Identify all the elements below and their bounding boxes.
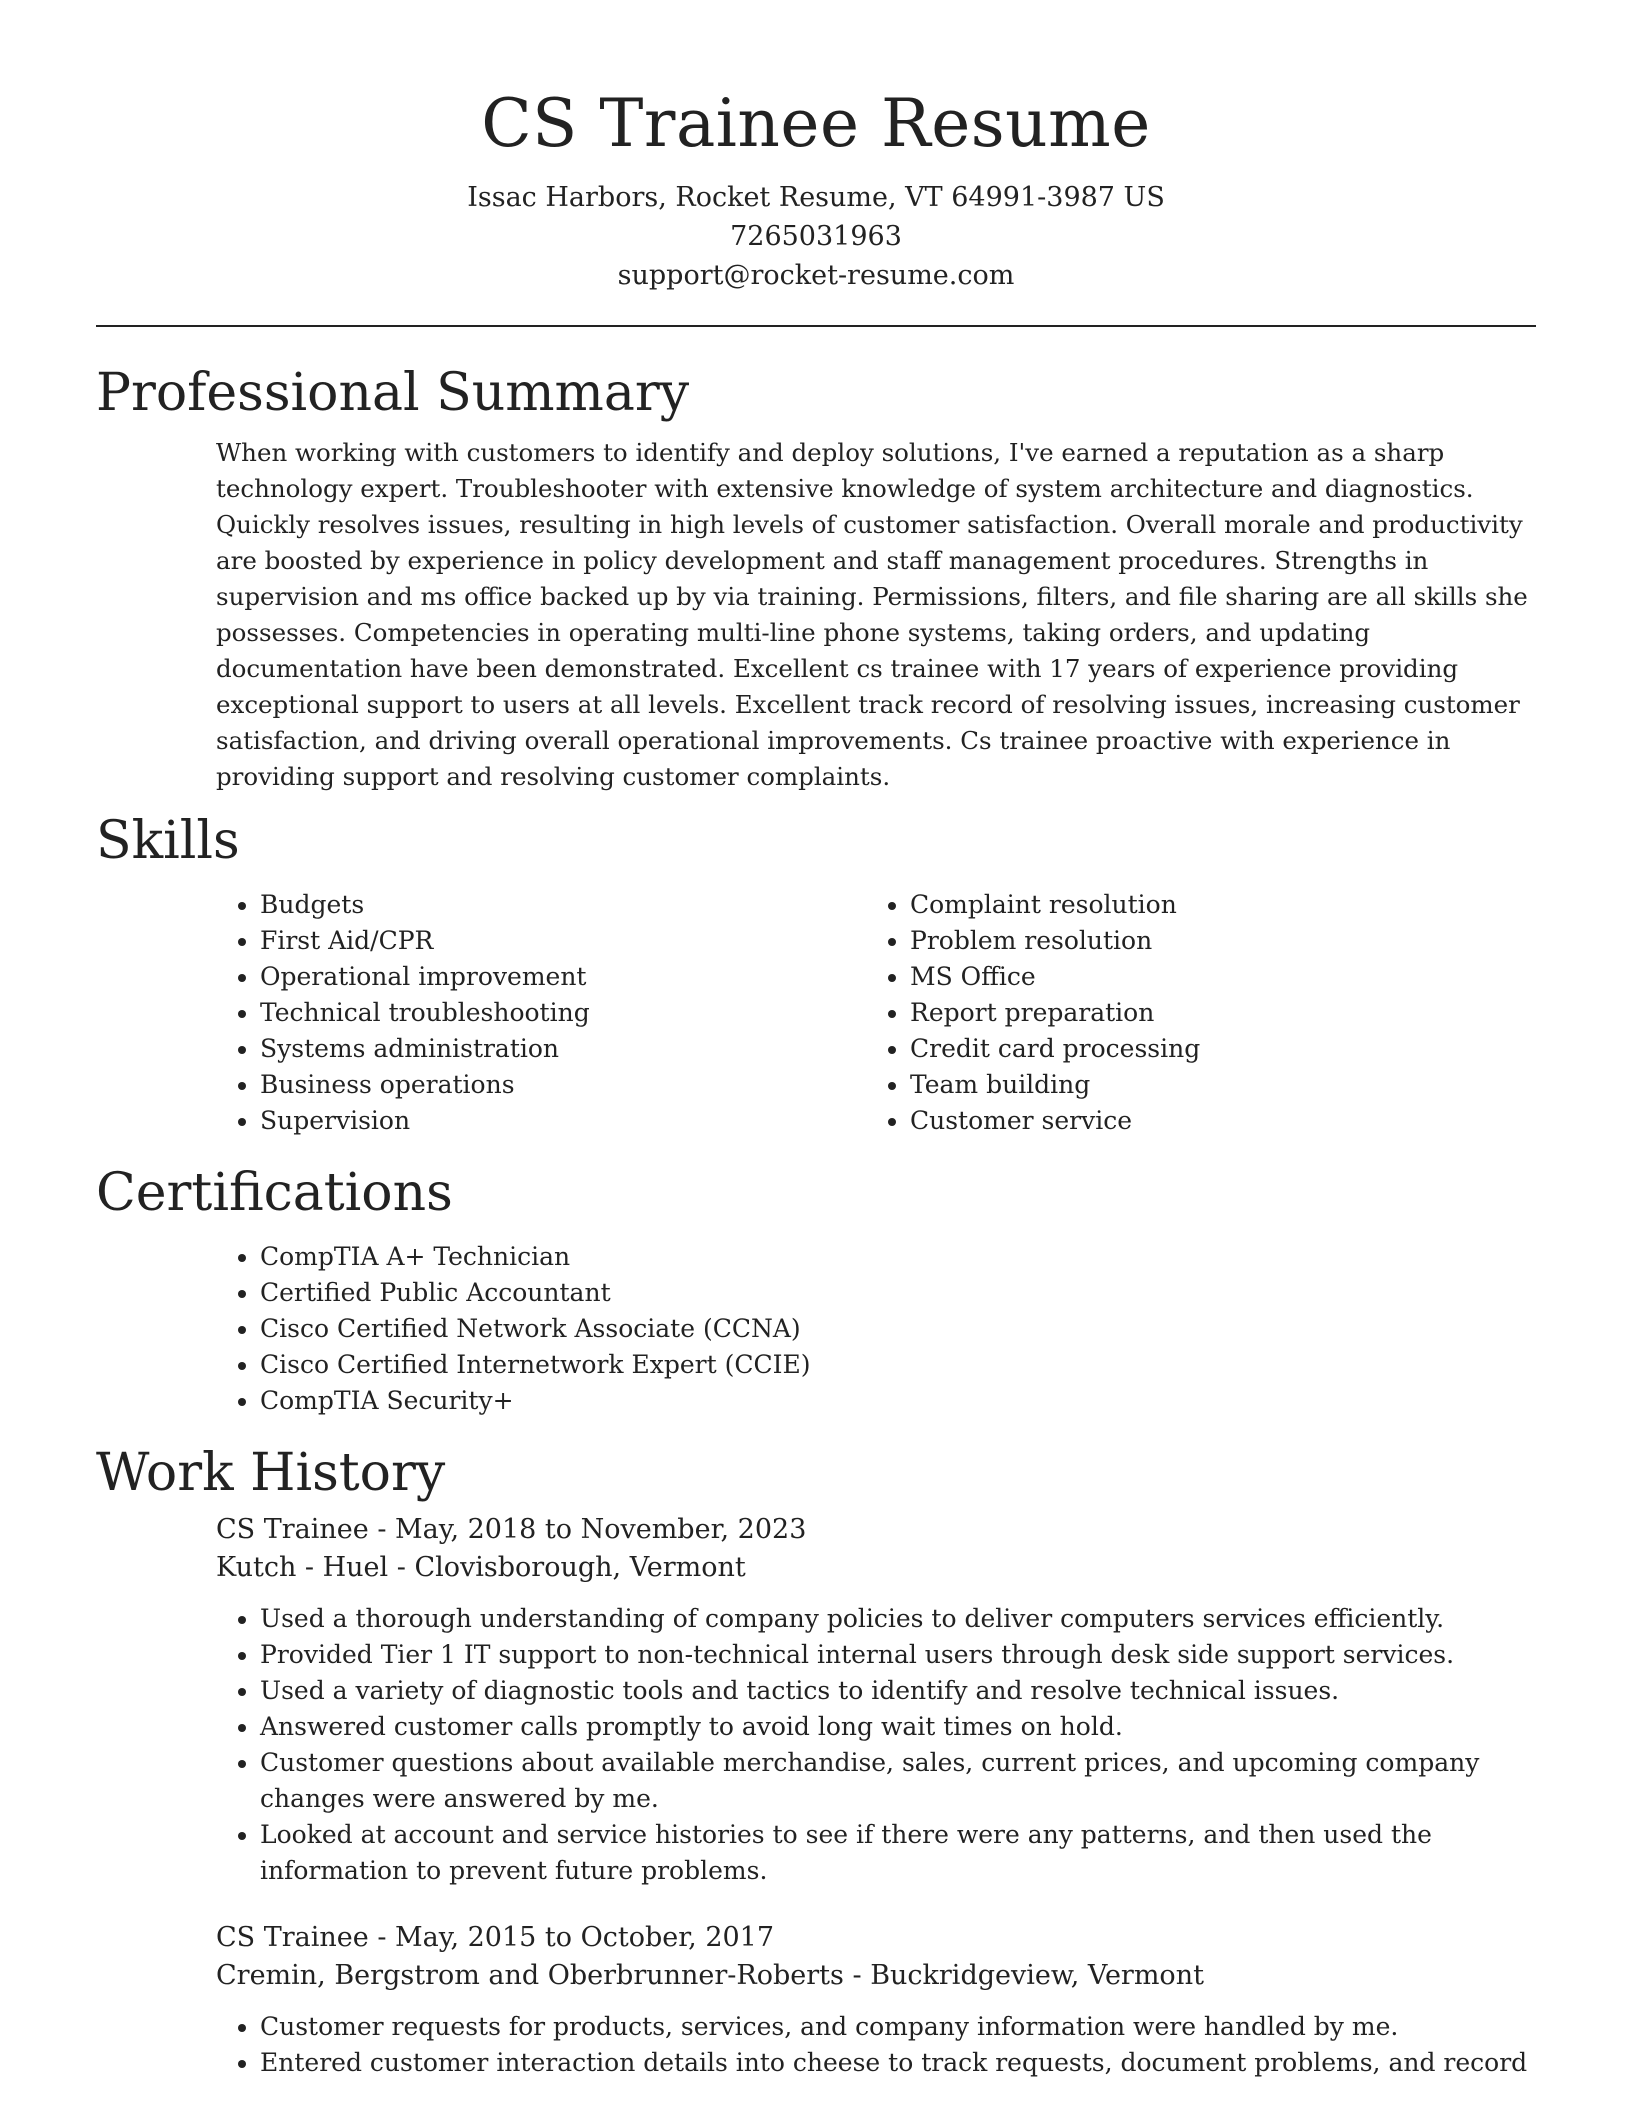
certification-item: • Cisco Certified Network Associate (CCNA) (260, 1311, 1536, 1347)
summary-text: When working with customers to identify and deploy solutions, I've earned a reputation as a sharp technology expert. Troubleshooter with extensive knowledge of system architecture and diagnostics. Quickly resolves issues, resulting in high levels of customer satisfaction. Overall morale and productivity are boosted by experience in policy development and staff management procedures. Strengths in supervision and ms office backed up by via training. Permissions, filters, and file sharing are all skills she possesses. Competencies in operating multi-line phone systems, taking orders, and updating documentation have been demonstrated. Excellent cs trainee with 17 years of experience providing exceptional support to users at all levels. Excellent track record of resolving issues, increasing customer satisfaction, and driving overall operational improvements. Cs trainee proactive with experience in providing support and resolving customer complaints. (216, 438, 1528, 791)
job-entry (216, 1919, 1536, 2081)
skill-item: • Team building (910, 1067, 1516, 1103)
job-bullet: • Used a variety of diagnostic tools and tactics to identify and resolve technical issues. (260, 1673, 1536, 1709)
job-location: Clovisborough, Vermont (414, 1552, 746, 1583)
separator: - (843, 1960, 871, 1991)
job-bullet: • Customer questions about available merchandise, sales, current prices, and upcoming company changes were answered by me. (260, 1745, 1536, 1817)
contact-address: Issac Harbors, Rocket Resume, VT 64991-3987 US (467, 182, 1165, 213)
certification-item: • Certified Public Accountant (260, 1275, 1536, 1311)
job-company-line (216, 1549, 1536, 1587)
certification-item: • CompTIA A+ Technician (260, 1239, 1536, 1275)
separator: - (368, 1922, 396, 1953)
certification-item: • CompTIA Security+ (260, 1383, 1536, 1419)
professional-summary-section (96, 361, 1536, 795)
contact-phone: 7265031963 (730, 221, 902, 252)
certifications-section (96, 1161, 1536, 1419)
skills-section (96, 809, 1536, 1139)
work-history-section (96, 1441, 1536, 2081)
skills-grid (216, 887, 1536, 1139)
certification-item: • Cisco Certified Internetwork Expert (CCIE) (260, 1347, 1536, 1383)
job-bullet: • Used a thorough understanding of company policies to deliver computers services efficiently. (260, 1601, 1536, 1637)
section-heading-summary: Professional Summary (96, 363, 690, 423)
job-bullet: • Customer requests for products, services, and company information were handled by me. (260, 2009, 1536, 2045)
skill-item: • Technical troubleshooting (260, 995, 866, 1031)
section-heading-work-history: Work History (96, 1443, 446, 1503)
skill-item: • Supervision (260, 1103, 866, 1139)
skill-item: • Complaint resolution (910, 887, 1516, 923)
separator: - (368, 1514, 396, 1545)
job-dates: May, 2018 to November, 2023 (395, 1514, 807, 1545)
job-bullets (216, 2009, 1536, 2081)
skill-item: • Operational improvement (260, 959, 866, 995)
job-bullet: • Looked at account and service histories to see if there were any patterns, and then used the information to prevent future problems. (260, 1817, 1536, 1889)
skills-column-left (216, 887, 866, 1139)
job-bullets (216, 1601, 1536, 1889)
job-bullet: • Answered customer calls promptly to avoid long wait times on hold. (260, 1709, 1536, 1745)
job-bullet: • Provided Tier 1 IT support to non-technical internal users through desk side support services. (260, 1637, 1536, 1673)
job-location: Buckridgeview, Vermont (870, 1960, 1204, 1991)
contact-email: support@rocket-resume.com (617, 260, 1015, 291)
skill-item: • Budgets (260, 887, 866, 923)
job-company: Cremin, Bergstrom and Oberbrunner-Roberts (216, 1960, 844, 1991)
skill-item: • Systems administration (260, 1031, 866, 1067)
job-bullet: • Entered customer interaction details into cheese to track requests, document problems, and record (260, 2045, 1536, 2081)
resume-header (96, 0, 1536, 295)
section-heading-skills: Skills (96, 811, 240, 871)
job-title: CS Trainee (216, 1922, 369, 1953)
skills-column-right (866, 887, 1516, 1139)
header-divider (96, 325, 1536, 327)
contact-block (96, 178, 1536, 295)
skill-item: • MS Office (910, 959, 1516, 995)
job-title-line (216, 1919, 1536, 1957)
job-company-line (216, 1957, 1536, 1995)
skill-item: • Business operations (260, 1067, 866, 1103)
resume-page (96, 0, 1536, 2081)
section-heading-certifications: Certifications (96, 1163, 453, 1223)
resume-title: CS Trainee Resume (481, 85, 1151, 162)
skill-item: • First Aid/CPR (260, 923, 866, 959)
job-entry (216, 1511, 1536, 1889)
job-company: Kutch - Huel (216, 1552, 389, 1583)
separator: - (388, 1552, 415, 1583)
job-title: CS Trainee (216, 1514, 369, 1545)
skill-item: • Problem resolution (910, 923, 1516, 959)
skill-item: • Credit card processing (910, 1031, 1516, 1067)
job-dates: May, 2015 to October, 2017 (395, 1922, 775, 1953)
skill-item: • Report preparation (910, 995, 1516, 1031)
skill-item: • Customer service (910, 1103, 1516, 1139)
job-title-line (216, 1511, 1536, 1549)
